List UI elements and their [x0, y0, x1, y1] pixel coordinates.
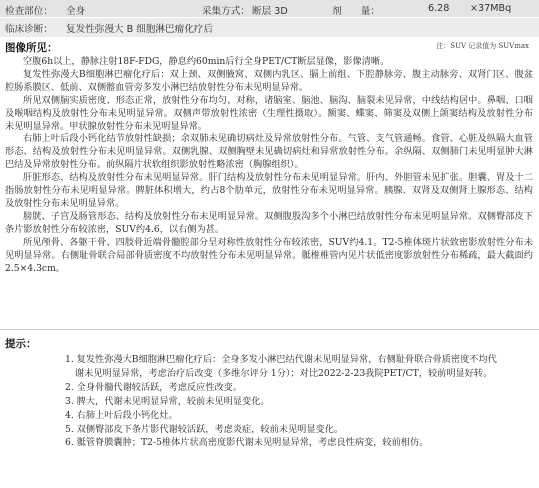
clinical-diagnosis-label: 临床诊断：: [5, 24, 53, 35]
dose-value: 6.28: [428, 3, 450, 14]
findings-paragraph: 所见颅骨、各躯干骨、四肢骨近端骨髓腔部分呈对称性放射性分布较浓密，SUV约4.1。T2-5椎体斑片状致密影放射性分布未见明显异常。右侧耻骨联合局部骨质密度不均放射性分布未见明显异常。骶椎椎管内见片状低密度影放射性分布稀疏，最大截面约2.5×4.3cm。: [5, 236, 533, 274]
findings-title: 图像所见：: [5, 42, 58, 54]
dose-label: 剂 量：: [332, 6, 380, 17]
findings-paragraph: 膀胱、子宫及肠管形态、结构及放射性分布未见明显异常。双侧腹股沟多个小淋巴结放射性分布未见明显异常。双侧臀部皮下条片影放射性分布较浓密，SUV约4.6，以右侧为甚。: [5, 210, 533, 235]
dose-unit: ×37MBq: [470, 3, 512, 14]
impression-item: 4. 右肺上叶后段小钙化灶。: [65, 409, 178, 421]
impression-item: 6. 骶管脊膜囊肿；T2-5椎体片状高密度影代谢未见明显异常，考虑良性病变，较前相仿。: [65, 437, 429, 449]
findings-paragraph: 空腹6h以上，静脉注射18F-FDG，静息约60min后行全身PET/CT断层显像，影像清晰。: [23, 56, 390, 67]
exam-part-label: 检查部位：: [5, 6, 53, 17]
impression-item: 1. 复发性弥漫大B细胞淋巴瘤化疗后：全身多发小淋巴结代谢未见明显异常，右侧耻骨联合骨质密度不均代谢未见明显异常，考虑治疗后改变（多维尔评分 1分）；对比2022-2-23我院PET/CT，较前明显好转。: [65, 354, 497, 379]
findings-paragraph: 复发性弥漫大B细胞淋巴瘤化疗后：双上颈、双侧腋窝、双侧内乳区、膈上前组、下腔静脉旁、腹主动脉旁、双肾门区、腹盆腔肠系膜区、低前、双侧髂血管旁多发小淋巴结放射性分布未见明显异常。: [5, 68, 533, 93]
findings-paragraph: 所见双侧脑实质密度、形态正常，放射性分布均匀、对称，诸脑室、脑池、脑沟、脑裂未见异常，中线结构居中。鼻咽、口咽及喉咽结构及放射性分布未见明显异常。双侧声带放射性浓密（生理性摄取）。额窦、蝶窦、筛窦及双侧上颌窦结构及放射性分布未见明显异常。甲状腺放射性分布未见明显异常。: [5, 94, 533, 132]
exam-info-row: [0, 0, 539, 17]
diagnosis-row: [0, 17, 539, 37]
clinical-diagnosis-value: 复发性弥漫大 B 细胞淋巴瘤化疗后: [66, 24, 213, 35]
impression-item: 5. 双侧臀部皮下条片影代谢较活跃，考虑炎症，较前未见明显变化。: [65, 423, 344, 435]
acquisition-method-value: 断层 3D: [252, 6, 288, 17]
acquisition-method-label: 采集方式：: [202, 6, 250, 17]
impression-item: 3. 脾大，代谢未见明显异常，较前未见明显变化。: [65, 395, 270, 407]
impression-title: 提示：: [5, 338, 37, 350]
findings-paragraph: 肝脏形态、结构及放射性分布未见明显异常。肝门结构及放射性分布未见明显异常。肝内、外胆管未见扩张。胆囊、胃及十二指肠放射性分布未见明显异常。脾脏体积增大，约占8个肋单元，放射性分布未见明显异常。胰腺、双肾及双侧肾上腺形态、结构及放射性分布未见明显异常。: [5, 172, 533, 209]
impression-list: [65, 353, 502, 450]
impression-item: 2. 全身骨髓代谢较活跃，考虑反应性改变。: [65, 381, 243, 393]
suv-note: 注：SUV 记录值为 SUVmax: [436, 42, 529, 50]
exam-part-value: 全身: [66, 6, 86, 17]
findings-paragraph: 右肺上叶后段小钙化结节放射性缺损；余双肺未见确切病灶及异常放射性分布。气管、支气管通畅。食管、心脏及纵隔大血管形态、结构及放射性分布未见明显异常。双侧乳腺、双侧胸壁未见确切病灶和异常放射性分布。余纵隔、双侧肺门未见明显肿大淋巴结及异常放射性分布。前纵隔片状软组织影放射性略浓密（胸腺组织）。: [5, 133, 533, 171]
findings-section: [5, 56, 533, 275]
section-divider: [0, 329, 539, 330]
